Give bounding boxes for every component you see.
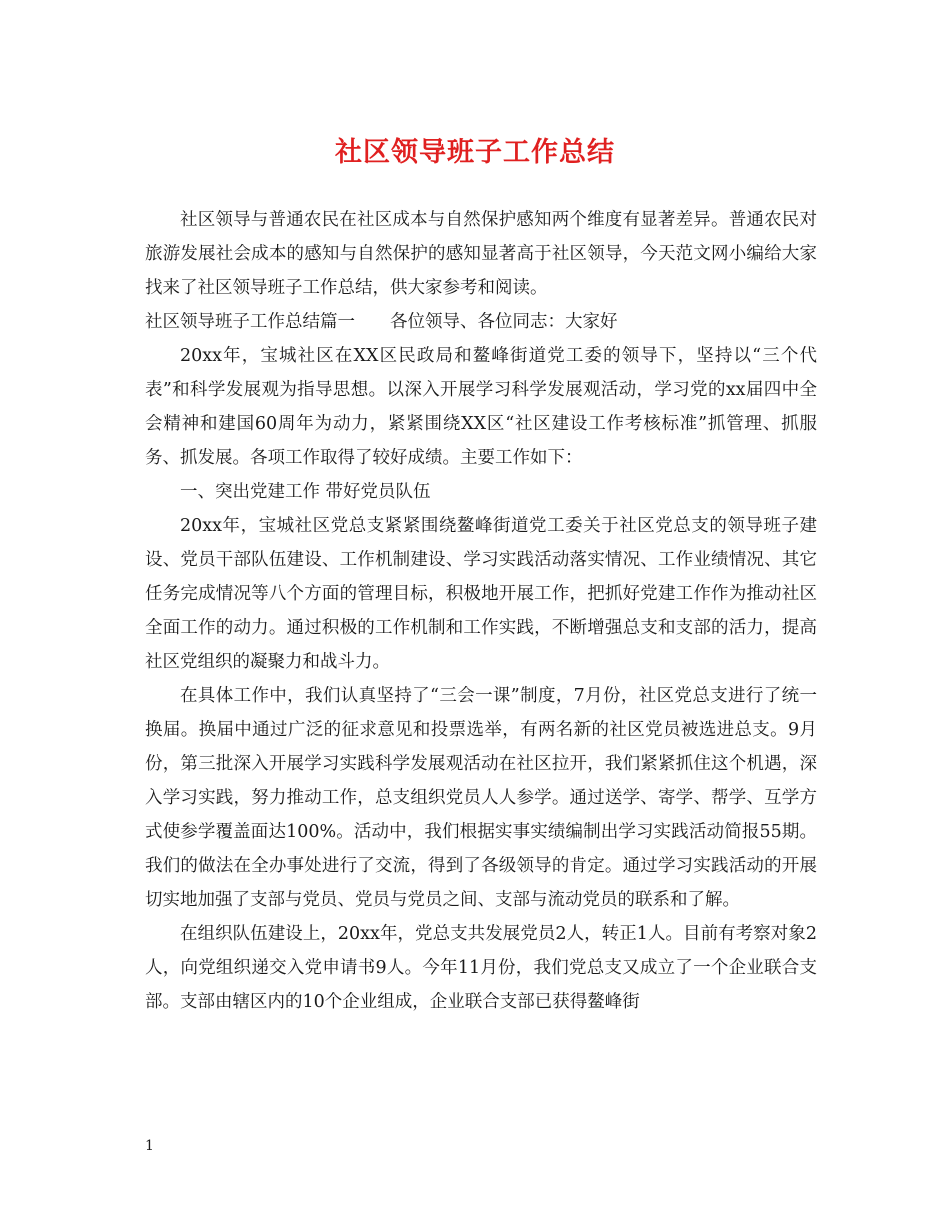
paragraph-party-work: 20xx年，宝城社区党总支紧紧围绕鳌峰街道党工委关于社区党总支的领导班子建设、党员干部队伍建设、工作机制建设、学习实践活动落实情况、工作业绩情况、其它任务完成情况等八个方面的管理目标，积极地开展工作，把抓好党建工作作为推动社区全面工作的动力。通过积极的工作机制和工作实践，不断增强总支和支部的活力，提高社区党组织的凝聚力和战斗力。	[145, 516, 817, 672]
document-body	[145, 203, 817, 1019]
paragraph-overview: 20xx年，宝城社区在XX区民政局和鳌峰街道党工委的领导下，坚持以“三个代表”和科学发展观为指导思想。以深入开展学习科学发展观活动，学习党的xx届四中全会精神和建国60周年为动力，紧紧围绕XX区“社区建设工作考核标准”抓管理、抓服务、抓发展。各项工作取得了较好成绩。主要工作如下：	[145, 346, 817, 468]
paragraph-intro: 社区领导与普通农民在社区成本与自然保护感知两个维度有显著差异。普通农民对旅游发展社会成本的感知与自然保护的感知显著高于社区领导，今天范文网小编给大家找来了社区领导班子工作总结，供大家参考和阅读。	[145, 210, 817, 298]
paragraph-specific-work: 在具体工作中，我们认真坚持了“三会一课”制度，7月份，社区党总支进行了统一换届。换届中通过广泛的征求意见和投票选举，有两名新的社区党员被选进总支。9月份，第三批深入开展学习实践科学发展观活动在社区拉开，我们紧紧抓住这个机遇，深入学习实践，努力推动工作，总支组织党员人人参学。通过送学、寄学、帮学、互学方式使参学覆盖面达100%。活动中，我们根据实事实绩编制出学习实践活动简报55期。我们的做法在全办事处进行了交流，得到了各级领导的肯定。通过学习实践活动的开展切实地加强了支部与党员、党员与党员之间、支部与流动党员的联系和了解。	[145, 686, 817, 910]
paragraph-heading-party-building: 一、突出党建工作 带好党员队伍	[180, 482, 431, 502]
paragraph-section-heading: 社区领导班子工作总结篇一 各位领导、各位同志：大家好	[145, 312, 618, 332]
page-number: 1	[145, 1138, 154, 1154]
document-title: 社区领导班子工作总结	[335, 137, 615, 168]
paragraph-organization: 在组织队伍建设上，20xx年，党总支共发展党员2人，转正1人。目前有考察对象2人，向党组织递交入党申请书9人。今年11月份，我们党总支又成立了一个企业联合支部。支部由辖区内的10个企业组成，企业联合支部已获得鳌峰街	[145, 924, 817, 1012]
